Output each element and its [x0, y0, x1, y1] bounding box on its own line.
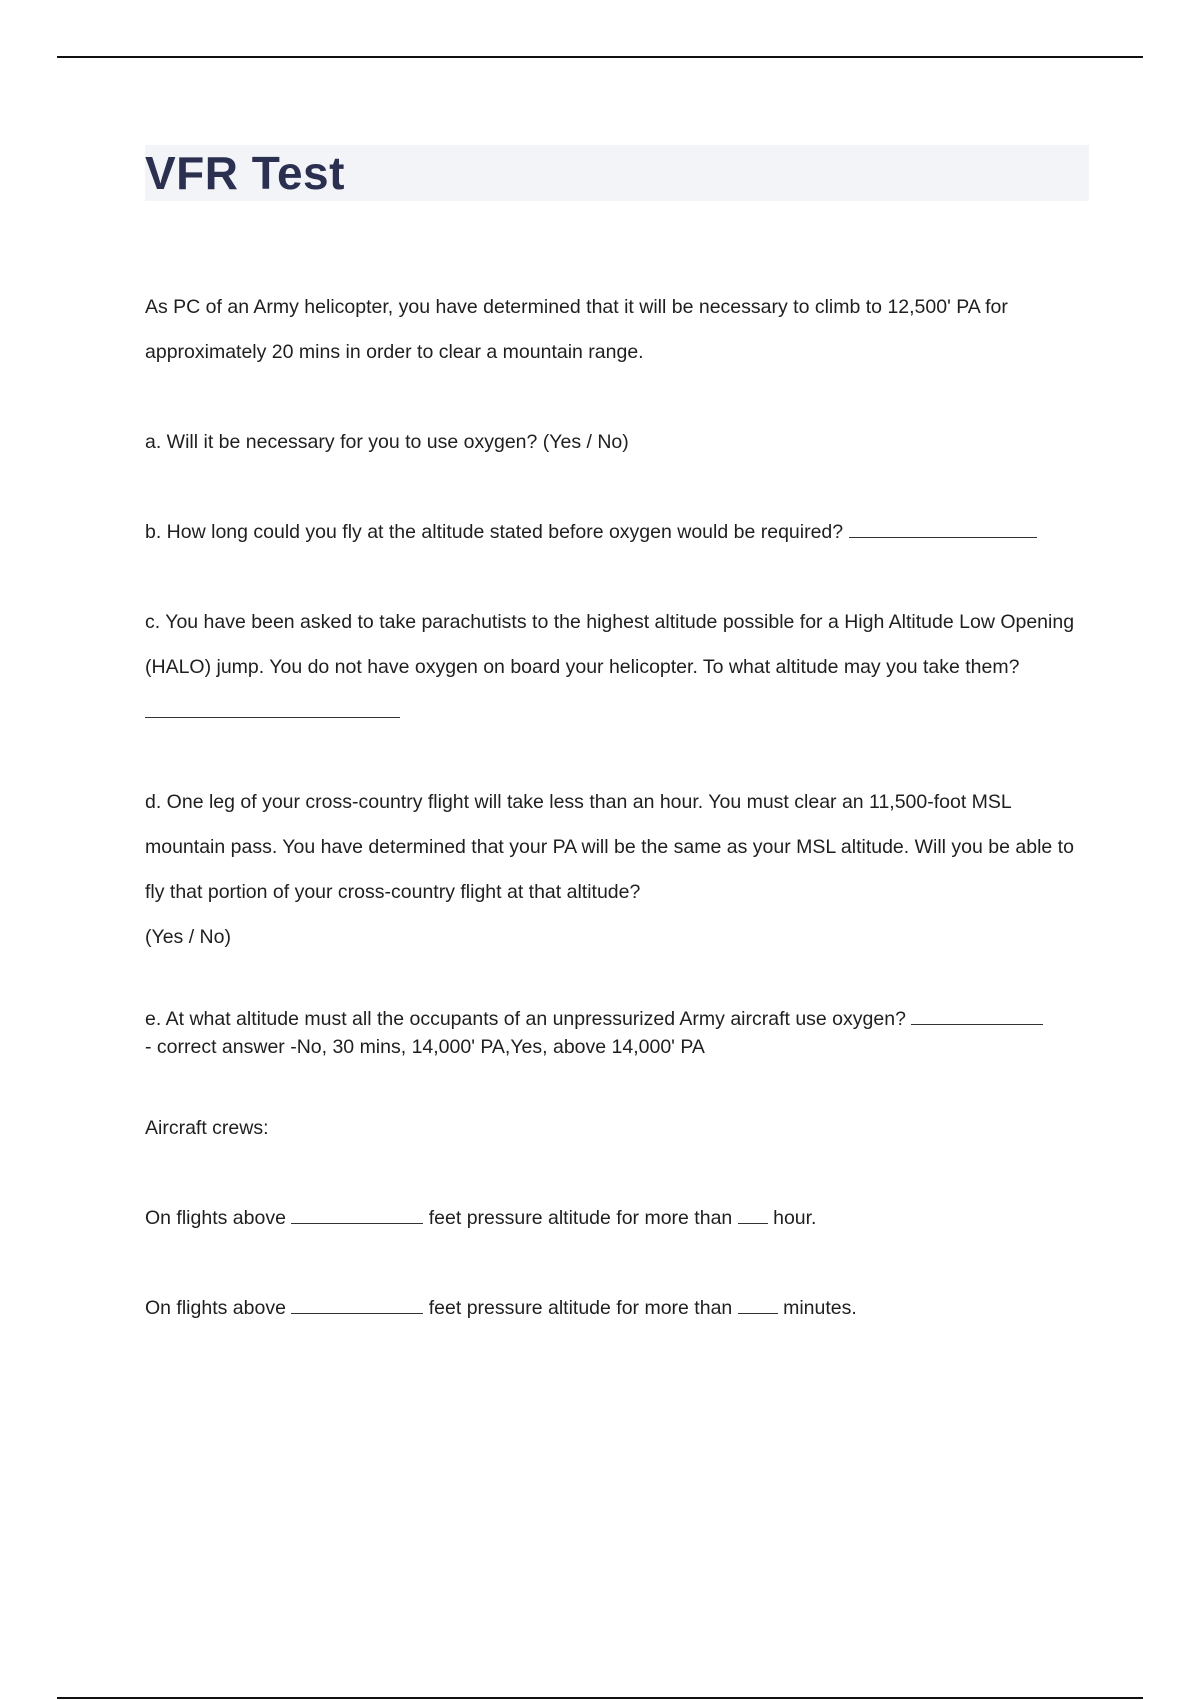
crew-line-1-time-blank[interactable]: [738, 1205, 768, 1224]
intro-paragraph: As PC of an Army helicopter, you have determined that it will be necessary to climb to 12,500' PA for approximately 20 mins in order to clear a mountain range.: [145, 296, 1008, 363]
top-rule: [57, 56, 1143, 58]
crew-line-1-start: On flights above: [145, 1207, 286, 1229]
question-b: [145, 510, 1085, 555]
crew-line-2-start: On flights above: [145, 1297, 286, 1319]
crew-line-1-altitude-blank[interactable]: [291, 1205, 423, 1224]
crew-line-2-end: minutes.: [783, 1297, 857, 1319]
document-title: VFR Test: [145, 147, 345, 199]
aircraft-crews-heading: Aircraft crews:: [145, 1117, 269, 1139]
document-body: [145, 285, 1085, 1331]
question-a: a. Will it be necessary for you to use oxygen? (Yes / No): [145, 431, 629, 453]
crew-line-2: [145, 1286, 1085, 1331]
crew-line-2-middle: feet pressure altitude for more than: [428, 1297, 733, 1319]
bottom-rule: [57, 1697, 1143, 1699]
answer-blank-c[interactable]: [145, 699, 400, 718]
crew-line-1-middle: feet pressure altitude for more than: [428, 1207, 733, 1229]
answer-blank-e[interactable]: [911, 1006, 1043, 1025]
answer-blank-b[interactable]: [849, 519, 1037, 538]
crew-line-2-altitude-blank[interactable]: [291, 1295, 423, 1314]
crew-line-2-time-blank[interactable]: [738, 1295, 778, 1314]
crew-line-1-end: hour.: [773, 1207, 817, 1229]
crew-line-1: [145, 1196, 1085, 1241]
correct-answer: - correct answer -No, 30 mins, 14,000' PA,Yes, above 14,000' PA: [145, 1036, 705, 1058]
question-e-text: e. At what altitude must all the occupants of an unpressurized Army aircraft use oxygen?: [145, 1008, 906, 1030]
question-c-text: c. You have been asked to take parachutists to the highest altitude possible for a High Altitude Low Opening (HALO) jump. You do not have oxygen on board your helicopter. To what altitude may you take them?: [145, 611, 1075, 678]
question-d-options: (Yes / No): [145, 926, 231, 948]
question-b-text: b. How long could you fly at the altitude stated before oxygen would be required?: [145, 521, 844, 543]
question-c: [145, 600, 1085, 735]
question-e: [145, 1005, 1085, 1033]
question-d: d. One leg of your cross-country flight will take less than an hour. You must clear an 11,500-foot MSL mountain pass. You have determined that your PA will be the same as your MSL altitude. Will you be able to fly that portion of your cross-country flight at that altitude?: [145, 791, 1074, 903]
